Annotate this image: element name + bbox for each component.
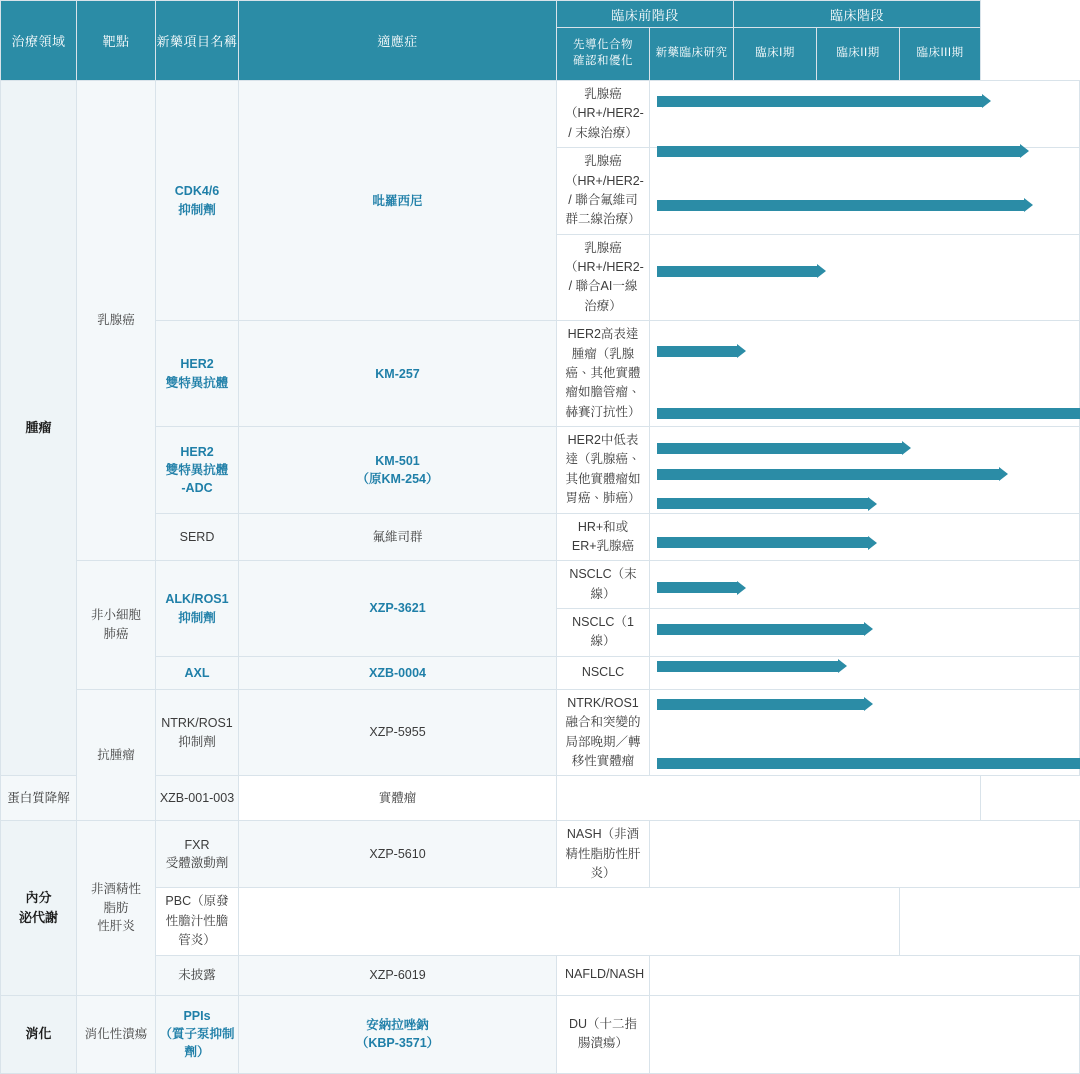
area-endocrine-metabolic — [1, 821, 77, 995]
program-xzp-6019 — [239, 955, 557, 995]
target-her2-bispecific-line1: HER2 — [180, 357, 214, 372]
table-row — [1, 888, 1080, 955]
target-fxr — [156, 821, 239, 888]
table-row — [1, 427, 1080, 514]
header-stage-lead-optimization — [557, 28, 650, 81]
area-digestive: 消化 — [1, 995, 77, 1073]
program-xzp-3621-line1: XZP-3621 — [369, 601, 426, 616]
target-alk-ros1-line1: ALK/ROS1 — [165, 592, 229, 607]
table-row — [1, 689, 1080, 776]
indication-cell: NSCLC — [557, 656, 650, 689]
target-ppis-line1: PPIs — [183, 1008, 211, 1023]
program-xzp-5955 — [239, 689, 557, 776]
program-fulvestrant-line1: 氟維司群 — [372, 529, 423, 544]
indication-cell: NAFLD/NASH — [557, 955, 650, 995]
table-row — [1, 513, 1080, 561]
table-row — [1, 776, 1080, 821]
program-xzp-5955-line1: XZP-5955 — [369, 725, 426, 740]
progress-bar-cell — [650, 513, 1080, 561]
table-body — [1, 81, 1080, 1074]
program-xzb-0004 — [239, 656, 557, 689]
progress-bar-cell — [650, 995, 1080, 1073]
program-km-501 — [239, 427, 557, 514]
program-anaprazole — [239, 995, 557, 1073]
subarea-nsclc-line2: 肺癌 — [103, 627, 129, 641]
target-ntrk-ros1-line2: 抑制劑 — [178, 734, 216, 749]
subarea-nash — [77, 821, 156, 995]
indication-cell: 實體瘤 — [239, 776, 557, 821]
subarea-antitumor: 抗腫瘤 — [77, 689, 156, 821]
header-stage-phase2: 臨床II期 — [817, 28, 900, 81]
progress-bar-cell — [650, 234, 1080, 321]
target-cdk46-line2: 抑制劑 — [178, 202, 216, 217]
program-km-501-line2: （原KM-254） — [356, 471, 439, 486]
header-program: 新藥項目名稱 — [156, 1, 239, 81]
area-endocrine-line2: 泌代謝 — [18, 909, 58, 925]
target-ppis-line2: （質子泵抑制劑） — [159, 1026, 235, 1060]
program-xzp-6019-line1: XZP-6019 — [369, 967, 426, 982]
indication-line1: HER2高表達腫瘤（乳腺癌、其他實體瘤如膽管瘤、 — [565, 327, 641, 400]
indication-cell: 乳腺癌（HR+/HER2- / 聯合氟維司群二線治療） — [557, 148, 650, 235]
target-her2-bispecific-adc — [156, 427, 239, 514]
program-km-501-line1: KM-501 — [375, 453, 420, 468]
header-stage-phase3: 臨床III期 — [900, 28, 981, 81]
progress-bar-cell — [650, 821, 1080, 888]
table-row — [1, 821, 1080, 888]
progress-bar-cell — [650, 689, 1080, 776]
subarea-nsclc-line1: 非小細胞 — [90, 608, 141, 623]
table-row — [1, 321, 1080, 427]
target-ntrk-ros1 — [156, 689, 239, 776]
progress-bar-cell — [650, 321, 1080, 427]
target-ppis — [156, 995, 239, 1073]
program-xzp-3621 — [239, 561, 557, 657]
program-fulvestrant — [239, 513, 557, 561]
area-oncology: 腫瘤 — [1, 81, 77, 776]
target-her2-adc-line2: 雙特異抗體 — [165, 462, 229, 477]
indication-cell: HR+和或ER+乳腺癌 — [557, 513, 650, 561]
subarea-peptic-ulcer: 消化性潰瘍 — [77, 995, 156, 1073]
indication-cell: PBC（原發性膽汁性膽管炎） — [156, 888, 239, 955]
subarea-nash-line2: 脂肪 — [103, 900, 129, 915]
subarea-nash-line3: 性肝炎 — [97, 919, 135, 934]
progress-bar-cell — [650, 561, 1080, 609]
indication-cell: NASH（非酒精性脂肪性肝炎） — [557, 821, 650, 888]
header-area: 治療領域 — [1, 1, 77, 81]
program-xzb-0004-line1: XZB-0004 — [369, 665, 426, 680]
header-indication: 適應症 — [239, 1, 557, 81]
target-serd — [156, 513, 239, 561]
indication-cell: 乳腺癌（HR+/HER2- / 末線治療） — [557, 81, 650, 148]
indication-cell: NSCLC（1線） — [557, 609, 650, 657]
table-row — [1, 995, 1080, 1073]
program-anaprazole-line1: 安納拉唑鈉 — [366, 1017, 429, 1032]
progress-bar-cell — [650, 609, 1080, 657]
target-ntrk-ros1-line1: NTRK/ROS1 — [161, 716, 233, 731]
subarea-nsclc — [77, 561, 156, 690]
target-axl-line1: AXL — [184, 665, 210, 680]
program-piluoxini — [239, 81, 557, 321]
program-km-257 — [239, 321, 557, 427]
table-row — [1, 561, 1080, 609]
program-xzb-001-003 — [156, 776, 239, 821]
target-undisclosed — [156, 955, 239, 995]
indication-cell: NTRK/ROS1融合和突變的局部晚期／轉移性實體瘤 — [557, 689, 650, 776]
target-alk-ros1 — [156, 561, 239, 657]
table-row — [1, 656, 1080, 689]
progress-bar-cell — [650, 656, 1080, 689]
program-xzp-5610-line1: XZP-5610 — [369, 847, 426, 862]
target-her2-adc-line3: -ADC — [181, 480, 213, 495]
program-km-257-line1: KM-257 — [375, 366, 420, 381]
target-protein-degrader-line1: 蛋白質降解 — [7, 791, 70, 806]
target-her2-bispecific — [156, 321, 239, 427]
area-endocrine-line1: 內分 — [25, 890, 52, 906]
target-cdk46-line1: CDK4/6 — [174, 184, 220, 199]
target-protein-degrader — [1, 776, 77, 821]
progress-bar-cell — [650, 81, 1080, 148]
target-fxr-line1: FXR — [184, 838, 210, 853]
header-group-preclinical: 臨床前階段 — [557, 1, 734, 28]
progress-bar-cell — [650, 427, 1080, 514]
progress-bar-cell — [650, 955, 1080, 995]
target-axl — [156, 656, 239, 689]
table-row — [1, 81, 1080, 148]
target-fxr-line2: 受體激動劑 — [165, 856, 229, 871]
target-undisclosed-line1: 未披露 — [178, 967, 216, 982]
subarea-nash-line1: 非酒精性 — [90, 881, 141, 896]
target-cdk46 — [156, 81, 239, 321]
target-her2-adc-line1: HER2 — [180, 444, 214, 459]
program-piluoxini-line1: 吡羅西尼 — [372, 193, 423, 208]
header-target: 靶點 — [77, 1, 156, 81]
program-anaprazole-line2: （KBP-3571） — [355, 1036, 440, 1050]
indication-cell: HER2中低表達（乳腺癌、其他實體瘤如胃癌、肺癌） — [557, 427, 650, 514]
header-group-clinical: 臨床階段 — [734, 1, 981, 28]
target-her2-bispecific-line2: 雙特異抗體 — [165, 375, 229, 390]
progress-bar-cell — [650, 148, 1080, 235]
progress-bar-cell — [239, 888, 900, 955]
program-xzb-001-003-line1: XZB-001-003 — [159, 791, 235, 806]
subarea-breast-cancer: 乳腺癌 — [77, 81, 156, 561]
indication-cell: DU（十二指腸潰瘍） — [557, 995, 650, 1073]
header-stage-ind: 新藥臨床研究 — [650, 28, 734, 81]
target-serd-line1: SERD — [179, 529, 215, 544]
table-header — [1, 1, 1080, 81]
indication-cell: 乳腺癌（HR+/HER2- / 聯合AI一線治療） — [557, 234, 650, 321]
indication-line2: 赫賽汀抗性） — [565, 404, 641, 419]
header-stage-lead-optimization-line1: 先導化合物 — [573, 39, 633, 52]
program-xzp-5610 — [239, 821, 557, 888]
table-row — [1, 955, 1080, 995]
indication-cell — [557, 321, 650, 427]
indication-cell: NSCLC（末線） — [557, 561, 650, 609]
target-alk-ros1-line2: 抑制劑 — [178, 610, 216, 625]
header-stage-phase1: 臨床I期 — [734, 28, 817, 81]
header-stage-lead-optimization-line2: 確認和優化 — [573, 55, 633, 67]
progress-bar-cell — [557, 776, 981, 821]
